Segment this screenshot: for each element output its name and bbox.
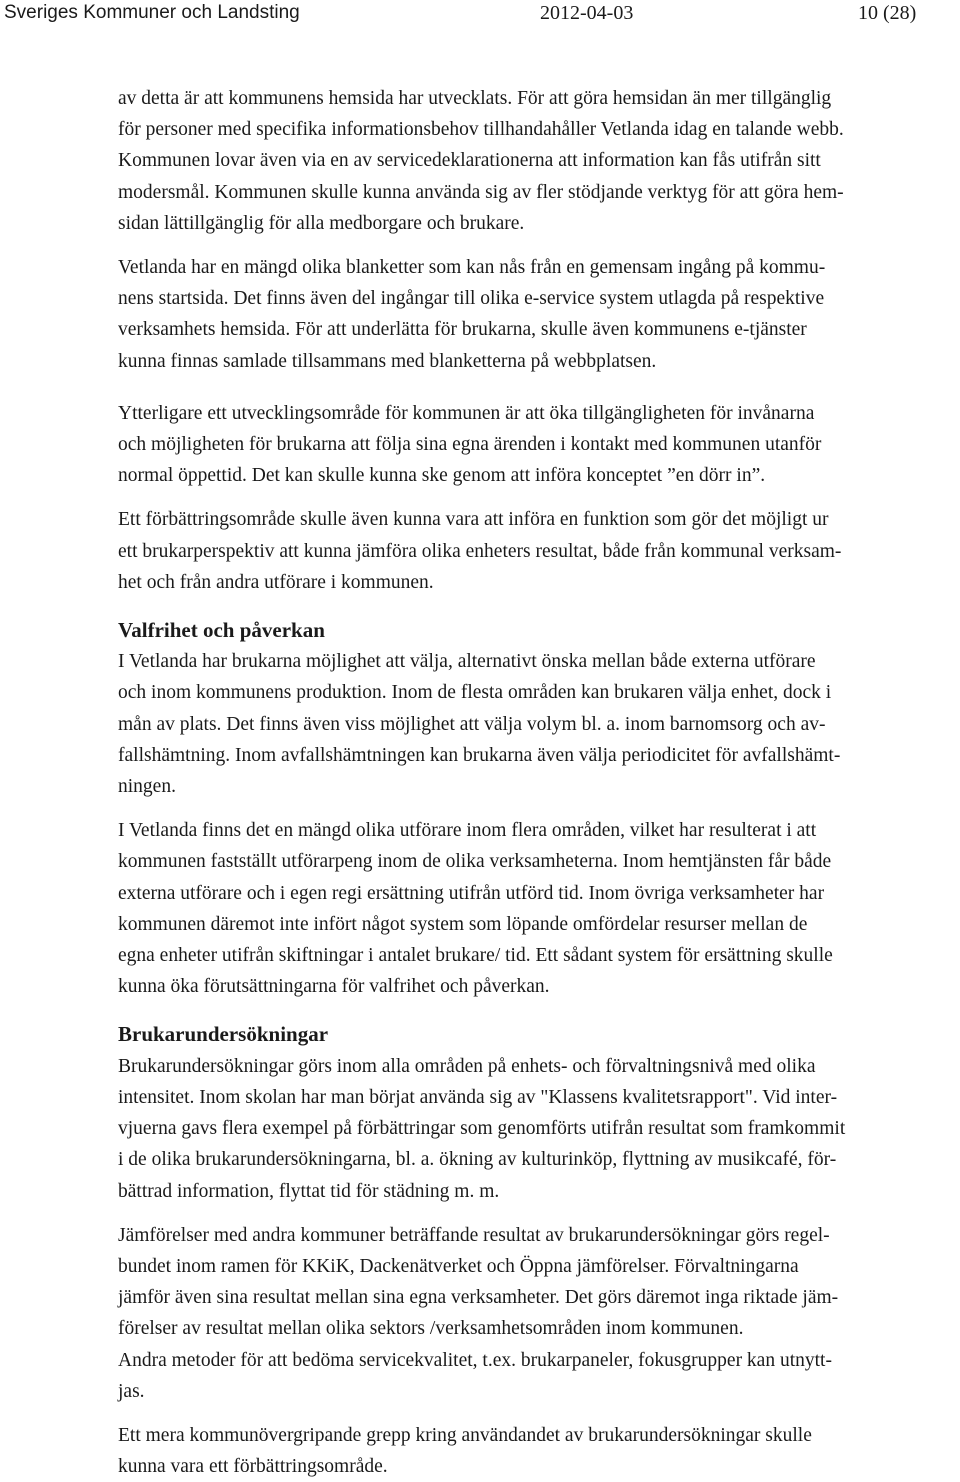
text-line: kommunen fastställt utförarpeng inom de olika verksamheterna. Inom hemtjänsten får både: [118, 851, 832, 873]
text-line: kommunen däremot inte infört något system som löpande omfördelar resurser mellan de: [118, 913, 808, 935]
text-line: intensitet. Inom skolan har man börjat använda sig av "Klassens kvalitetsrapport". Vid inter-: [118, 1086, 838, 1108]
text-line: externa utförare och i egen regi ersättning utifrån utförd tid. Inom övriga verksamheter har: [118, 882, 825, 904]
text-line: förelser av resultat mellan olika sektors /verksamhetsområden inom kommunen.: [118, 1318, 744, 1340]
page-number: 10 (28): [858, 2, 917, 24]
text-line: Jämförelser med andra kommuner beträffande resultat av brukarundersökningar görs regel-: [118, 1224, 830, 1246]
text-line: ningen.: [118, 776, 176, 798]
text-line: och möjligheten för brukarna att följa sina egna ärenden i kontakt med kommunen utanför: [118, 434, 822, 456]
text-line: Brukarundersökningar görs inom alla områden på enhets- och förvaltningsnivå med olika: [118, 1055, 816, 1077]
text-line: jämför även sina resultat mellan sina egna verksamheter. Det görs däremot inga riktade jäm-: [118, 1287, 839, 1309]
text-line: Vetlanda har en mängd olika blanketter som kan nås från en gemensam ingång på kommu-: [118, 257, 826, 279]
paragraph-kommunovergripande: [118, 1420, 958, 1482]
text-line: egna enheter utifrån skiftningar i antalet brukare/ tid. Ett sådant system för ersättning skulle: [118, 945, 833, 967]
text-line: modersmål. Kommunen skulle kunna använda sig av fler stödjande verktyg för att göra hem-: [118, 181, 844, 203]
text-line: Ytterligare ett utvecklingsområde för kommunen är att öka tillgängligheten för invånarna: [118, 402, 815, 424]
text-line: Ett mera kommunövergripande grepp kring användandet av brukarundersökningar skulle: [118, 1424, 812, 1446]
document-date: 2012-04-03: [540, 2, 634, 24]
text-line: Kommunen lovar även via en av servicedeklarationerna att information kan fås utifrån sitt: [118, 150, 821, 172]
text-line: vjuerna gavs flera exempel på förbättringar som genomförts utifrån resultat som framkommit: [118, 1118, 846, 1140]
text-line: fallshämtning. Inom avfallshämtningen kan brukarna även välja periodicitet för avfallshämt-: [118, 744, 841, 766]
text-line: bättrad information, flyttat tid för städning m. m.: [118, 1180, 500, 1202]
text-line: för personer med specifika informationsbehov tillhandahåller Vetlanda idag en talande webb.: [118, 119, 844, 141]
organization-name: Sveriges Kommuner och Landsting: [4, 2, 300, 23]
text-line: het och från andra utförare i kommunen.: [118, 571, 434, 593]
text-line: mån av plats. Det finns även viss möjlighet att välja volym bl. a. inom barnomsorg och av-: [118, 713, 826, 735]
text-line: kunna vara ett förbättringsområde.: [118, 1456, 388, 1478]
paragraph-utforare: [118, 815, 958, 1002]
text-line: ett brukarperspektiv att kunna jämföra olika enheters resultat, både från kommunal verksam-: [118, 540, 842, 562]
paragraph-brukarundersokningar: [118, 1051, 958, 1207]
text-line: nens startsida. Det finns även del ingångar till olika e-service system utlagda på respektive: [118, 288, 825, 310]
paragraph-jamforelser: [118, 1220, 958, 1407]
section-heading-valfrihet: Valfrihet och påverkan: [118, 618, 325, 643]
text-line: Andra metoder för att bedöma servicekvalitet, t.ex. brukarpaneler, fokusgrupper kan utnytt-: [118, 1349, 832, 1371]
text-line: bundet inom ramen för KKiK, Dackenätverket och Öppna jämförelser. Förvaltningarna: [118, 1255, 799, 1277]
text-line: normal öppettid. Det kan skulle kunna ske genom att införa konceptet ”en dörr in”.: [118, 465, 766, 487]
section-heading-brukarundersokningar: Brukarundersökningar: [118, 1022, 329, 1047]
text-line: jas.: [118, 1380, 145, 1402]
text-line: I Vetlanda finns det en mängd olika utförare inom flera områden, vilket har resulterat i att: [118, 820, 817, 842]
text-line: Ett förbättringsområde skulle även kunna vara att införa en funktion som gör det möjligt ur: [118, 509, 829, 531]
document-body: [118, 83, 958, 1482]
text-line: och inom kommunens produktion. Inom de flesta områden kan brukaren välja enhet, dock i: [118, 682, 832, 704]
paragraph-tillganglighet: [118, 398, 958, 492]
paragraph-valfrihet: [118, 646, 958, 802]
text-line: av detta är att kommunens hemsida har utvecklats. För att göra hemsidan än mer tillgänglig: [118, 88, 832, 109]
text-line: sidan lättillgänglig för alla medborgare och brukare.: [118, 212, 525, 234]
text-line: i de olika brukarundersökningarna, bl. a. ökning av kulturinköp, flyttning av musikcafé, för-: [118, 1149, 837, 1171]
paragraph-blanketter: [118, 252, 958, 377]
text-line: I Vetlanda har brukarna möjlighet att välja, alternativt önska mellan både externa utförare: [118, 651, 816, 673]
text-line: kunna finnas samlade tillsammans med blanketterna på webbplatsen.: [118, 350, 657, 372]
paragraph-webb: [118, 83, 958, 239]
page-header: [0, 0, 960, 30]
text-line: verksamhets hemsida. För att underlätta för brukarna, skulle även kommunens e-tjänster: [118, 319, 807, 341]
text-line: kunna öka förutsättningarna för valfrihet och påverkan.: [118, 976, 550, 998]
paragraph-forbattringsomrade: [118, 504, 958, 598]
